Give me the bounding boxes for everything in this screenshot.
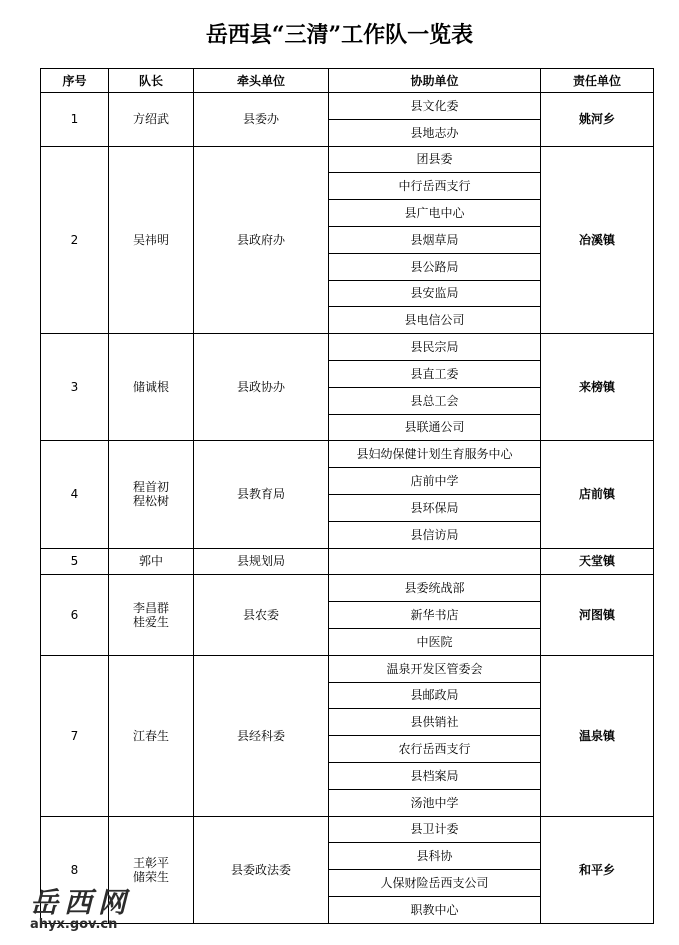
assist-unit: 县总工会	[329, 387, 541, 414]
team-leader-cell	[109, 655, 194, 816]
assist-unit: 中行岳西支行	[329, 173, 541, 200]
responsible-unit: 姚河乡	[541, 93, 654, 147]
team-leader: 程松树	[132, 494, 169, 509]
assist-unit: 县公路局	[329, 253, 541, 280]
team-leader: 方绍武	[132, 112, 169, 127]
team-leader-cell	[109, 93, 194, 147]
team-leader: 郭中	[138, 554, 163, 569]
assist-unit: 团县委	[329, 146, 541, 173]
assist-unit: 县妇幼保健计划生育服务中心	[329, 441, 541, 468]
table-row	[41, 146, 654, 173]
assist-unit: 县环保局	[329, 494, 541, 521]
table-row	[41, 93, 654, 120]
lead-unit: 县委政法委	[194, 816, 329, 923]
team-leader-cell	[109, 548, 194, 575]
team-leader: 程首初	[132, 480, 169, 495]
team-leader-cell	[109, 334, 194, 441]
watermark	[30, 888, 132, 932]
assist-unit: 汤池中学	[329, 789, 541, 816]
row-number: 1	[41, 93, 109, 147]
page-title: 岳西县“三清”工作队一览表	[205, 22, 474, 48]
assist-unit: 县广电中心	[329, 200, 541, 227]
lead-unit: 县农委	[194, 575, 329, 655]
responsible-unit: 冶溪镇	[541, 146, 654, 334]
responsible-unit: 来榜镇	[541, 334, 654, 441]
team-leader-cell	[109, 575, 194, 655]
assist-unit: 温泉开发区管委会	[329, 655, 541, 682]
team-leader: 桂爱生	[132, 615, 169, 630]
row-number: 8	[41, 816, 109, 923]
header-lead-unit: 牵头单位	[194, 69, 329, 93]
row-number: 4	[41, 441, 109, 548]
lead-unit: 县政协办	[194, 334, 329, 441]
assist-unit: 职教中心	[329, 896, 541, 923]
assist-unit: 县档案局	[329, 762, 541, 789]
assist-unit: 县委统战部	[329, 575, 541, 602]
assist-unit: 县联通公司	[329, 414, 541, 441]
header-responsible-unit: 责任单位	[541, 69, 654, 93]
assist-unit: 人保财险岳西支公司	[329, 870, 541, 897]
responsible-unit: 和平乡	[541, 816, 654, 923]
lead-unit: 县委办	[194, 93, 329, 147]
table-row	[41, 441, 654, 468]
assist-unit	[329, 548, 541, 575]
table-row	[41, 334, 654, 361]
assist-unit: 中医院	[329, 628, 541, 655]
assist-unit: 县供销社	[329, 709, 541, 736]
table-row	[41, 655, 654, 682]
assist-unit: 县直工委	[329, 360, 541, 387]
responsible-unit: 温泉镇	[541, 655, 654, 816]
team-leader: 王彰平	[132, 855, 169, 870]
watermark-url: ahyx.gov.cn	[30, 917, 118, 932]
header-assist-unit: 协助单位	[329, 69, 541, 93]
table-row	[41, 548, 654, 575]
assist-unit: 县科协	[329, 843, 541, 870]
responsible-unit: 河图镇	[541, 575, 654, 655]
header-leader: 队长	[109, 69, 194, 93]
assist-unit: 县电信公司	[329, 307, 541, 334]
team-leader-cell	[109, 441, 194, 548]
row-number: 3	[41, 334, 109, 441]
row-number: 7	[41, 655, 109, 816]
table-header-row	[41, 69, 654, 93]
assist-unit: 新华书店	[329, 602, 541, 629]
table-body	[41, 93, 654, 924]
row-number: 5	[41, 548, 109, 575]
assist-unit: 县信访局	[329, 521, 541, 548]
assist-unit: 农行岳西支行	[329, 736, 541, 763]
assist-unit: 县烟草局	[329, 226, 541, 253]
lead-unit: 县政府办	[194, 146, 329, 334]
row-number: 6	[41, 575, 109, 655]
team-leader: 江春生	[132, 728, 169, 743]
table-row	[41, 575, 654, 602]
assist-unit: 县文化委	[329, 93, 541, 120]
assist-unit: 县地志办	[329, 119, 541, 146]
team-leader: 储诚根	[132, 380, 169, 395]
lead-unit: 县经科委	[194, 655, 329, 816]
responsible-unit: 天堂镇	[541, 548, 654, 575]
lead-unit: 县教育局	[194, 441, 329, 548]
header-no: 序号	[41, 69, 109, 93]
team-leader: 吴祎明	[132, 232, 169, 247]
responsible-unit: 店前镇	[541, 441, 654, 548]
team-leader-cell	[109, 146, 194, 334]
row-number: 2	[41, 146, 109, 334]
assist-unit: 县邮政局	[329, 682, 541, 709]
assist-unit: 县卫计委	[329, 816, 541, 843]
team-table	[40, 68, 654, 924]
assist-unit: 店前中学	[329, 468, 541, 495]
lead-unit: 县规划局	[194, 548, 329, 575]
assist-unit: 县安监局	[329, 280, 541, 307]
team-leader: 储荣生	[132, 869, 169, 884]
table-row	[41, 816, 654, 843]
watermark-logo: 岳西网	[30, 886, 133, 919]
team-leader: 李昌群	[132, 601, 169, 616]
assist-unit: 县民宗局	[329, 334, 541, 361]
